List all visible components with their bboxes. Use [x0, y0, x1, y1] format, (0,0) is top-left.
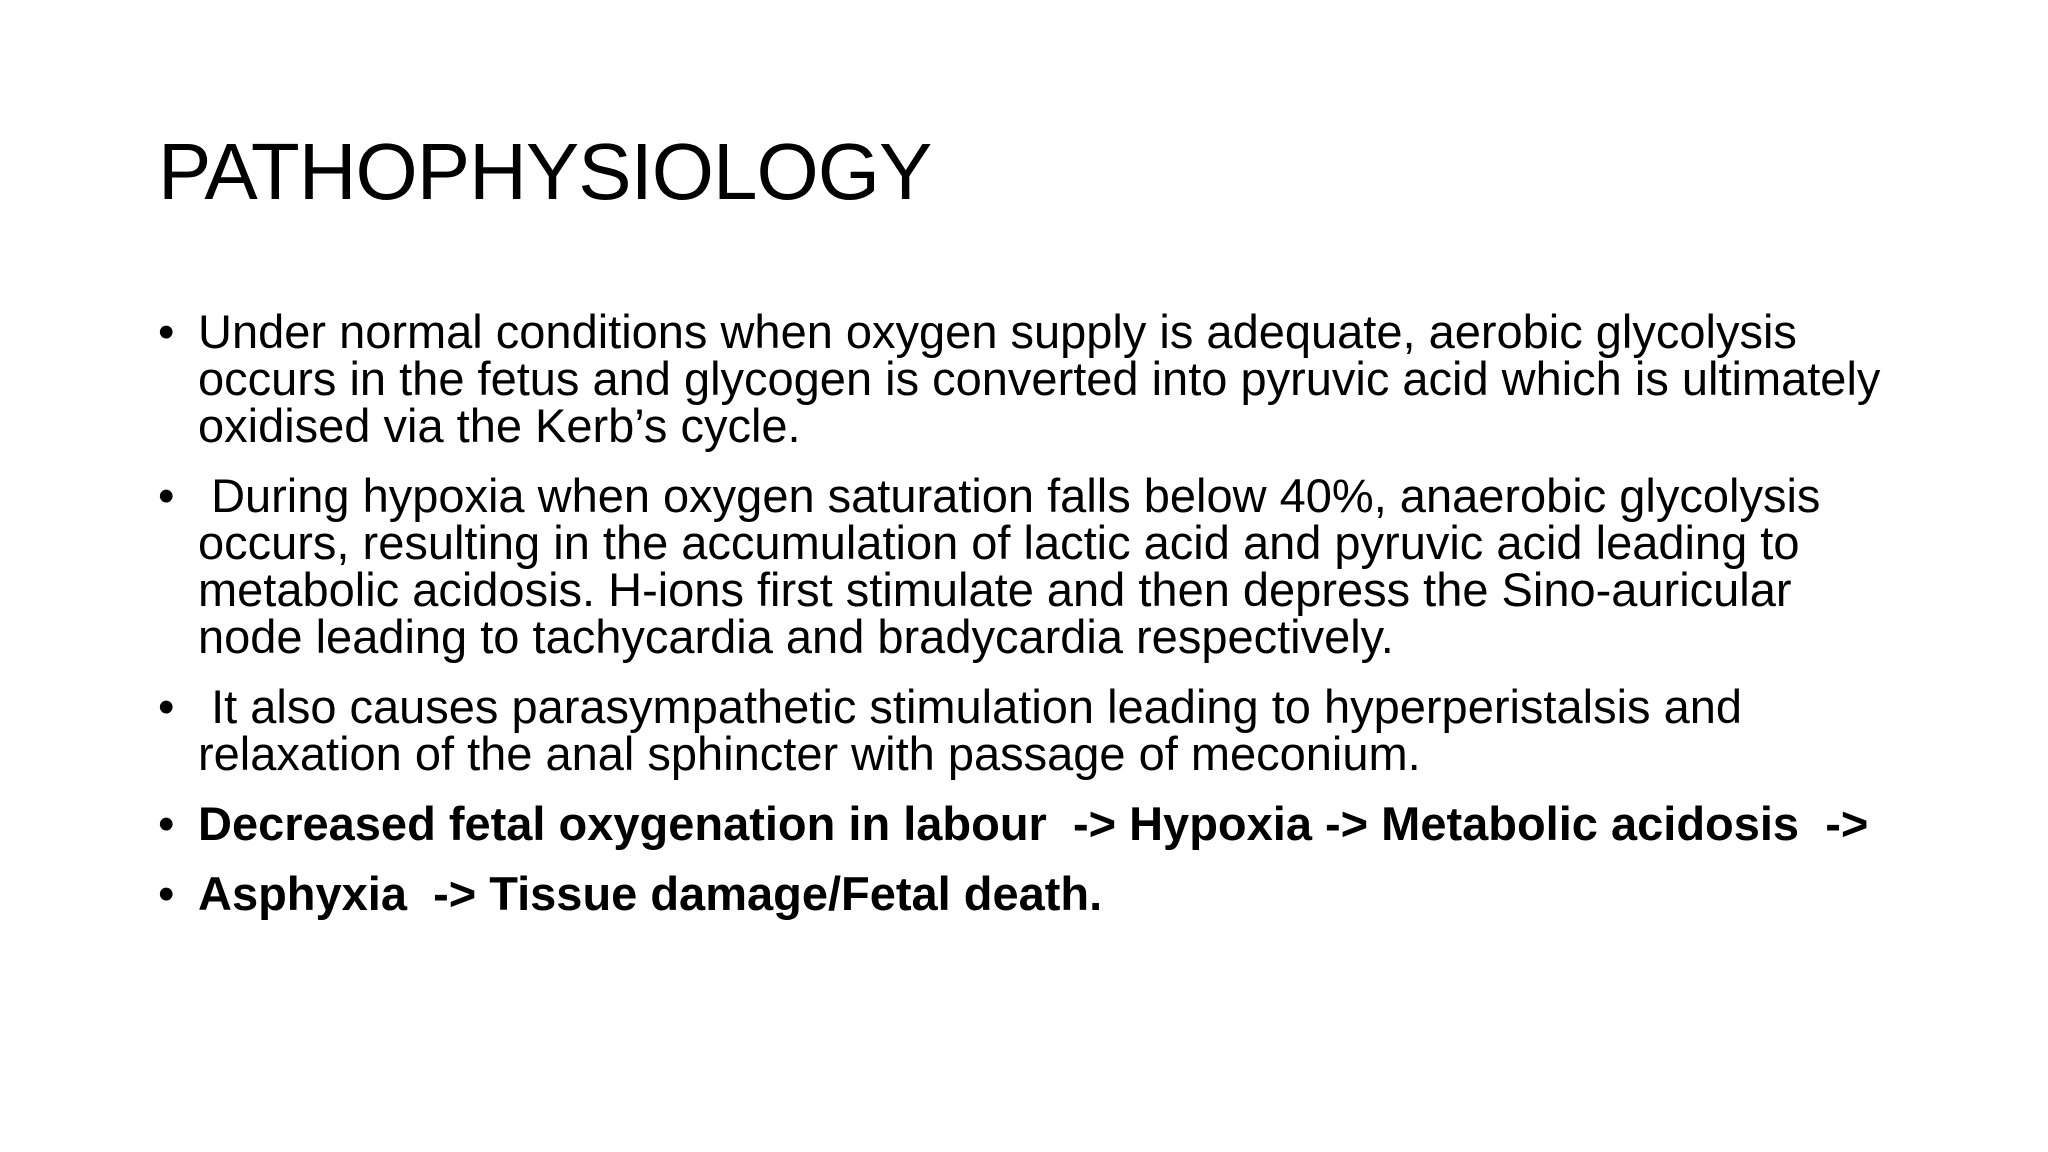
bullet-item — [158, 305, 1908, 452]
bullet-item — [158, 680, 1908, 780]
bullet-text: Decreased fetal oxygenation in labour -> Hypoxia -> Metabolic acidosis -> — [198, 797, 1869, 850]
bullet-list — [158, 305, 1908, 940]
bullet-text: During hypoxia when oxygen saturation falls below 40%, anaerobic glycolysis occurs, resulting in the accumulation of lactic acid and pyruvic acid leading to metabolic acidosis. H-ions first stimulate and then depress the Sino-auricular node leading to tachycardia and bradycardia respectively. — [198, 469, 1834, 663]
bullet-text: Asphyxia -> Tissue damage/Fetal death. — [198, 867, 1103, 920]
bullet-marker: • — [158, 469, 175, 522]
bullet-marker: • — [158, 867, 175, 920]
bullet-marker: • — [158, 305, 175, 358]
bullet-item — [158, 469, 1908, 663]
slide-title: PATHOPHYSIOLOGY — [158, 127, 932, 216]
bullet-marker: • — [158, 797, 175, 850]
bullet-text: It also causes parasympathetic stimulation leading to hyperperistalsis and relaxation of the anal sphincter with passage of meconium. — [198, 680, 1756, 780]
bullet-marker: • — [158, 680, 175, 733]
bullet-item-bold — [158, 797, 1908, 850]
bullet-item-bold — [158, 867, 1908, 920]
bullet-text: Under normal conditions when oxygen supply is adequate, aerobic glycolysis occurs in the fetus and glycogen is converted into pyruvic acid which is ultimately oxidised via the Kerb’s cycle. — [198, 305, 1881, 452]
